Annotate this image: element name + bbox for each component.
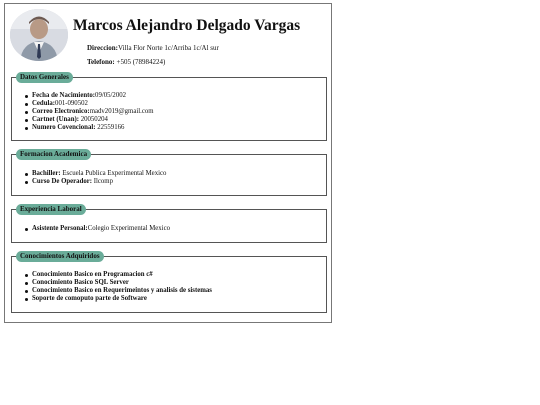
item-value: Escuela Publica Experimental Mexico — [60, 170, 167, 177]
list-item — [32, 108, 154, 116]
list-item — [32, 178, 166, 186]
list-item — [32, 92, 154, 100]
address-line — [87, 44, 219, 52]
item-value: 001-090502 — [55, 100, 88, 107]
item-value: Ilcomp — [92, 178, 113, 185]
list-item — [32, 116, 154, 124]
address-value: Villa Flor Norte 1c/Arriba 1c/Al sur — [117, 44, 219, 52]
item-value: 09/05/2002 — [95, 92, 127, 99]
item-label: Cartnet (Unan): — [32, 116, 80, 123]
item-value: 22559166 — [95, 124, 125, 131]
section-title-formacion-academica: Formacion Academica — [16, 149, 91, 160]
list-item: Conocimiento Basico SQL Server — [32, 279, 212, 287]
conocimientos-adquiridos-list — [32, 271, 212, 303]
list-item: Soporte de comoputo parte de Software — [32, 295, 212, 303]
section-title-experiencia-laboral: Experiencia Laboral — [16, 204, 86, 215]
item-label: Numero Covencional: — [32, 124, 96, 131]
section-formacion-academica — [11, 150, 327, 196]
resume-page — [4, 3, 332, 323]
profile-photo-icon — [10, 9, 68, 61]
phone-label: Telefono: — [87, 58, 115, 66]
profile-photo — [10, 9, 68, 61]
item-label: Curso De Operador: — [32, 178, 93, 185]
item-label: Correo Electronico: — [32, 108, 90, 115]
item-label: Asistente Personal: — [32, 225, 88, 232]
list-item — [32, 100, 154, 108]
address-label: Direccion: — [87, 44, 118, 52]
list-item — [32, 170, 166, 178]
section-datos-generales — [11, 73, 327, 141]
phone-line — [87, 58, 165, 66]
item-value: Colegio Experimental Mexico — [87, 225, 170, 232]
candidate-name: Marcos Alejandro Delgado Vargas — [73, 17, 301, 34]
section-experiencia-laboral — [11, 205, 327, 243]
resume-header — [5, 4, 331, 74]
datos-generales-list — [32, 92, 154, 132]
item-value: madv2019@gmail.com — [89, 108, 154, 115]
section-title-datos-generales: Datos Generales — [16, 72, 73, 83]
item-label: Cedula: — [32, 100, 56, 107]
section-title-conocimientos-adquiridos: Conocimientos Adquiridos — [16, 251, 104, 262]
item-value: 20050204 — [79, 116, 108, 123]
list-item — [32, 124, 154, 132]
item-label: Fecha de Nacimiento: — [32, 92, 96, 99]
formacion-academica-list — [32, 170, 166, 186]
phone-value: +505 (78984224) — [114, 58, 166, 66]
experiencia-laboral-list — [32, 225, 170, 233]
list-item: Conocimiento Basico en Programacion c# — [32, 271, 212, 279]
list-item: Conocimiento Basico en Requerimeintos y analisis de sistemas — [32, 287, 212, 294]
item-label: Bachiller: — [32, 170, 61, 177]
list-item — [32, 225, 170, 233]
section-conocimientos-adquiridos — [11, 252, 327, 313]
